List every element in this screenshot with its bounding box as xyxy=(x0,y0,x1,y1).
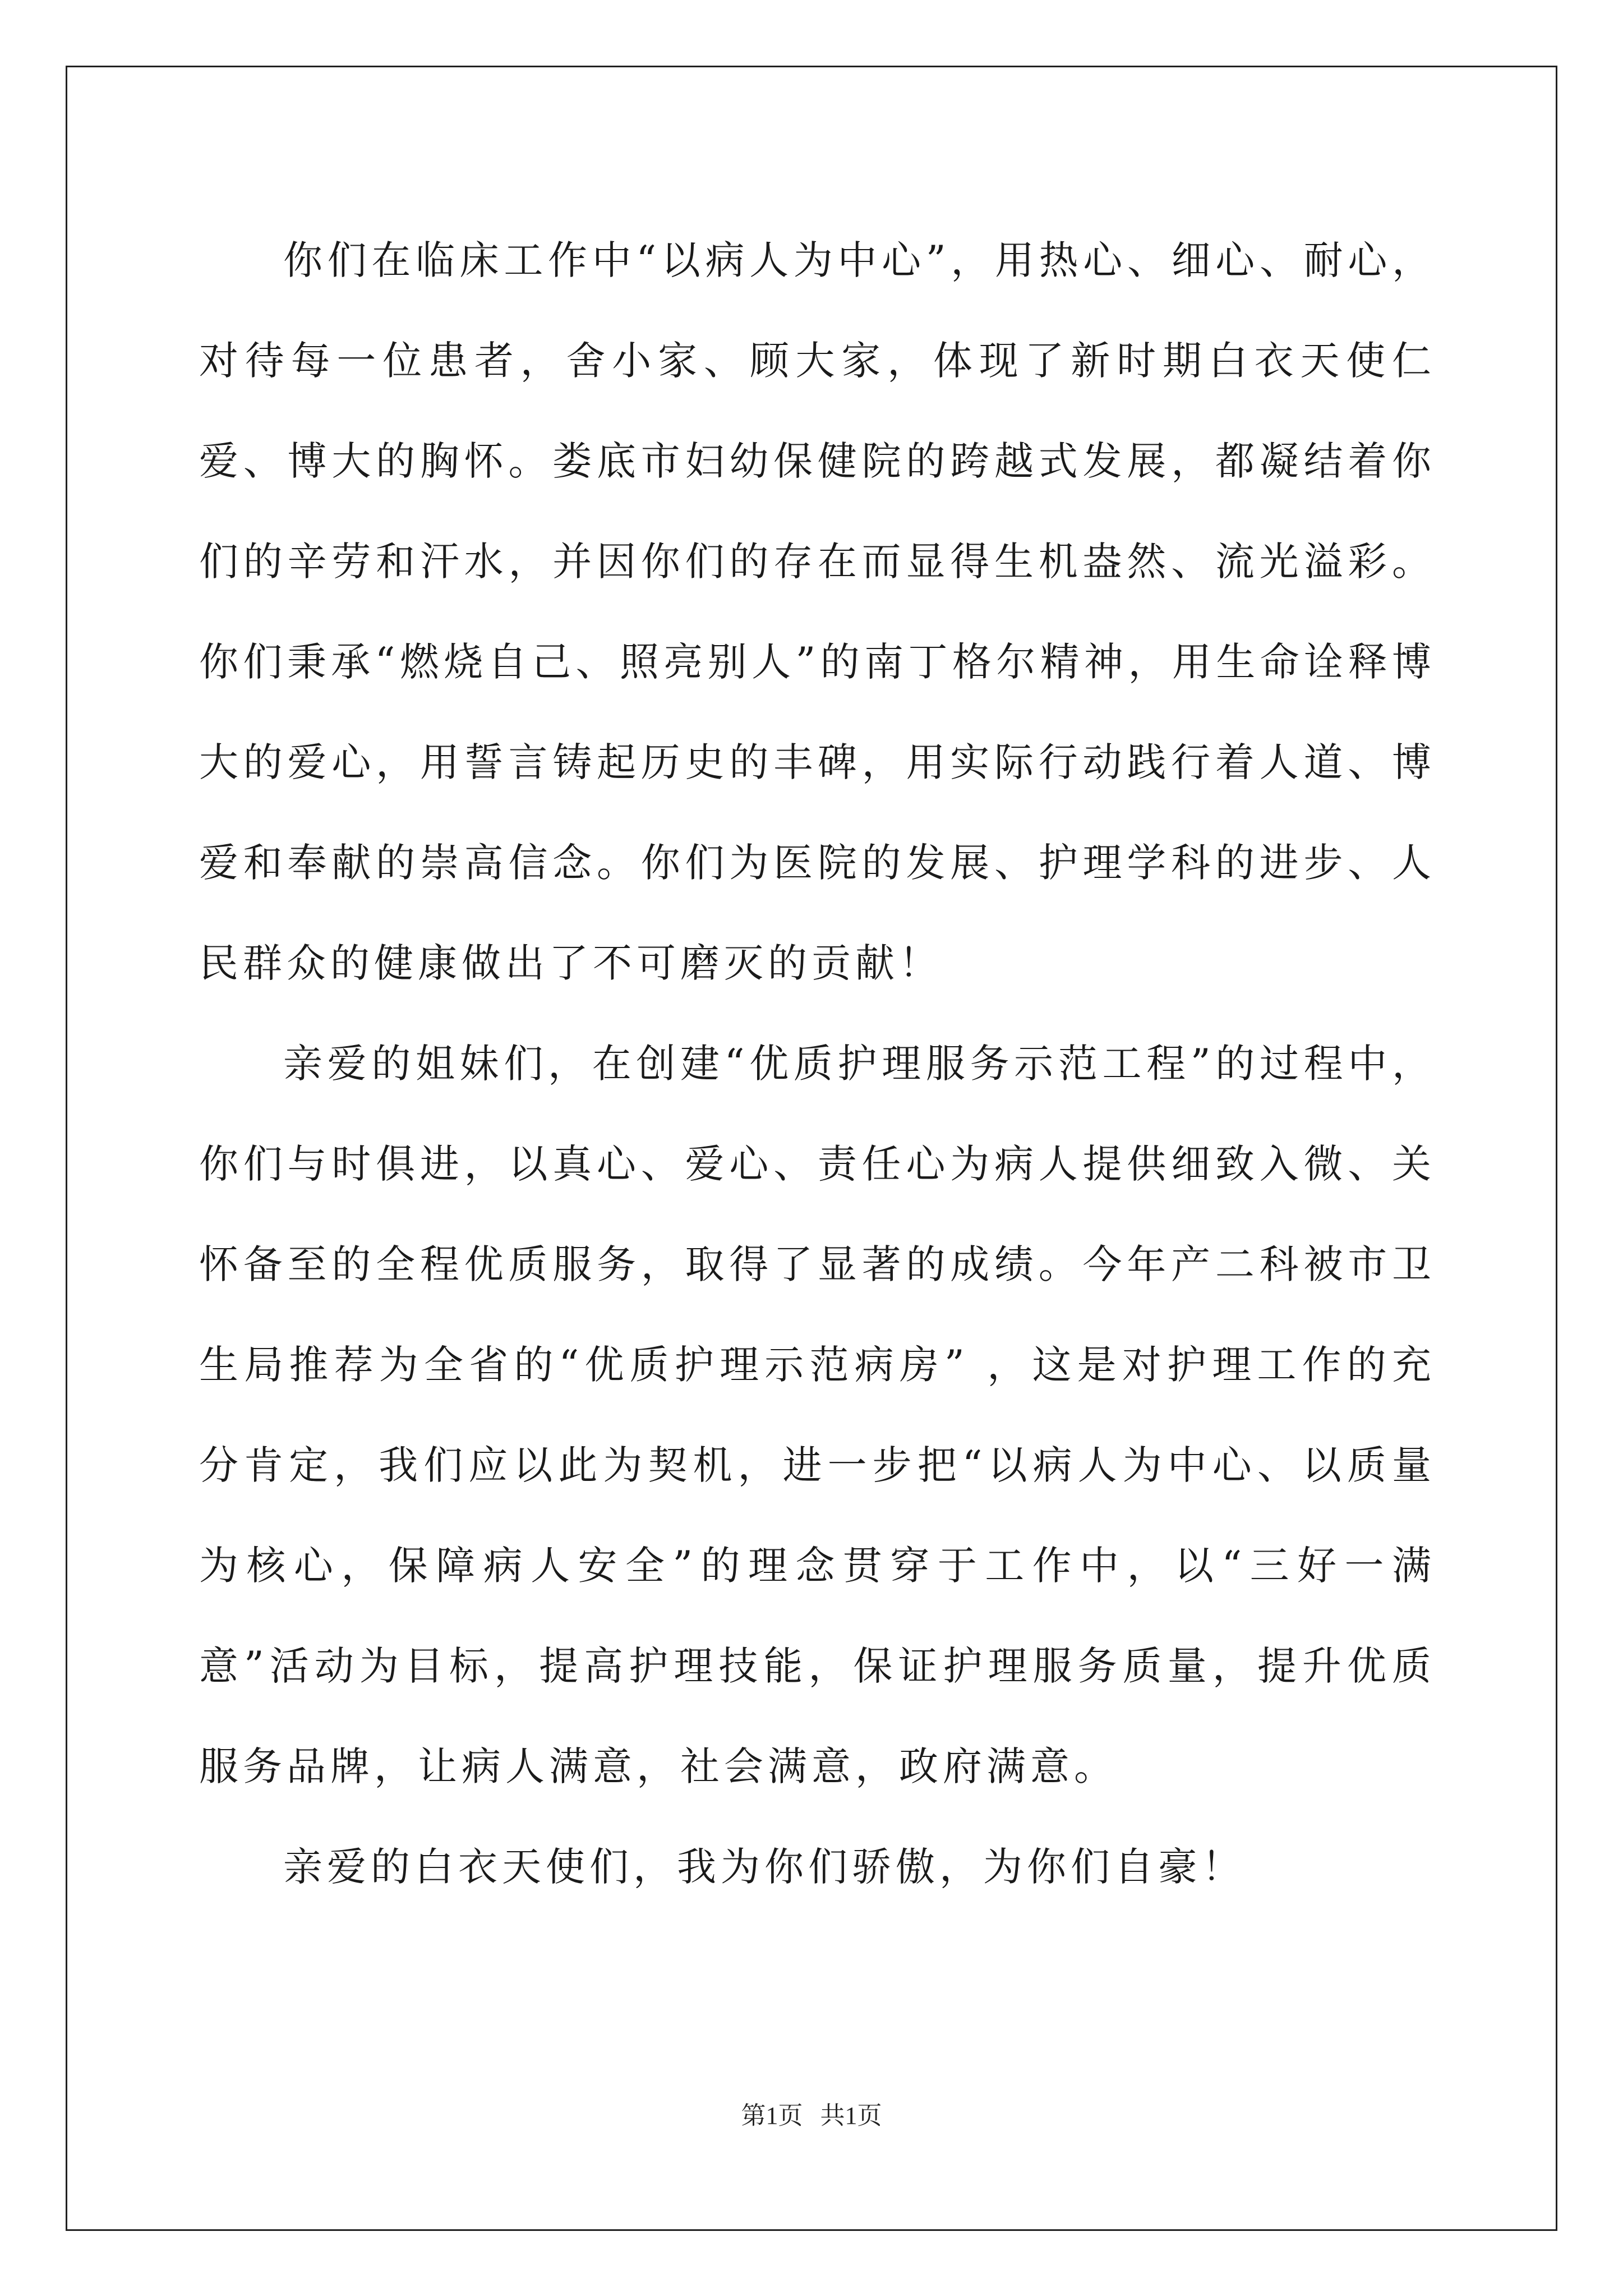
page-number-total: 共1页 xyxy=(820,2102,882,2129)
paragraph-3: 亲爱的白衣天使们，我为你们骄傲，为你们自豪！ xyxy=(283,1844,1246,1890)
page-number-current: 第1页 xyxy=(741,2102,803,2129)
page-footer xyxy=(0,2095,1623,2131)
paragraph-1: 你们在临床工作中“以病人为中心”，用热心、细心、耐心，对待每一位患者，舍小家、顾大家，体现了新时期白衣天使仁爱、博大的胸怀。娄底市妇幼保健院的跨越式发展，都凝结着你们的辛劳和汗水，并因你们的存在而显得生机盎然、流光溢彩。你们秉承“燃烧自己、照亮别人”的南丁格尔精神，用生命诠释博大的爱心，用誓言铸起历史的丰碑，用实际行动践行着人道、博爱和奉献的崇高信念。你们为医院的发展、护理学科的进步、人民群众的健康做出了不可磨灭的贡献！ xyxy=(199,237,1436,986)
paragraph-2: 亲爱的姐妹们，在创建“优质护理服务示范工程”的过程中，你们与时俱进，以真心、爱心、责任心为病人提供细致入微、关怀备至的全程优质服务，取得了显著的成绩。今年产二科被市卫生局推荐为全省的“优质护理示范病房” ，这是对护理工作的充分肯定，我们应以此为契机，进一步把“以病人为中心、以质量为核心，保障病人安全”的理念贯穿于工作中，以“三好一满意”活动为目标，提高护理技能，保证护理服务质量，提升优质服务品牌，让病人满意，社会满意，政府满意。 xyxy=(199,1041,1436,1789)
document-body xyxy=(199,210,1436,1917)
